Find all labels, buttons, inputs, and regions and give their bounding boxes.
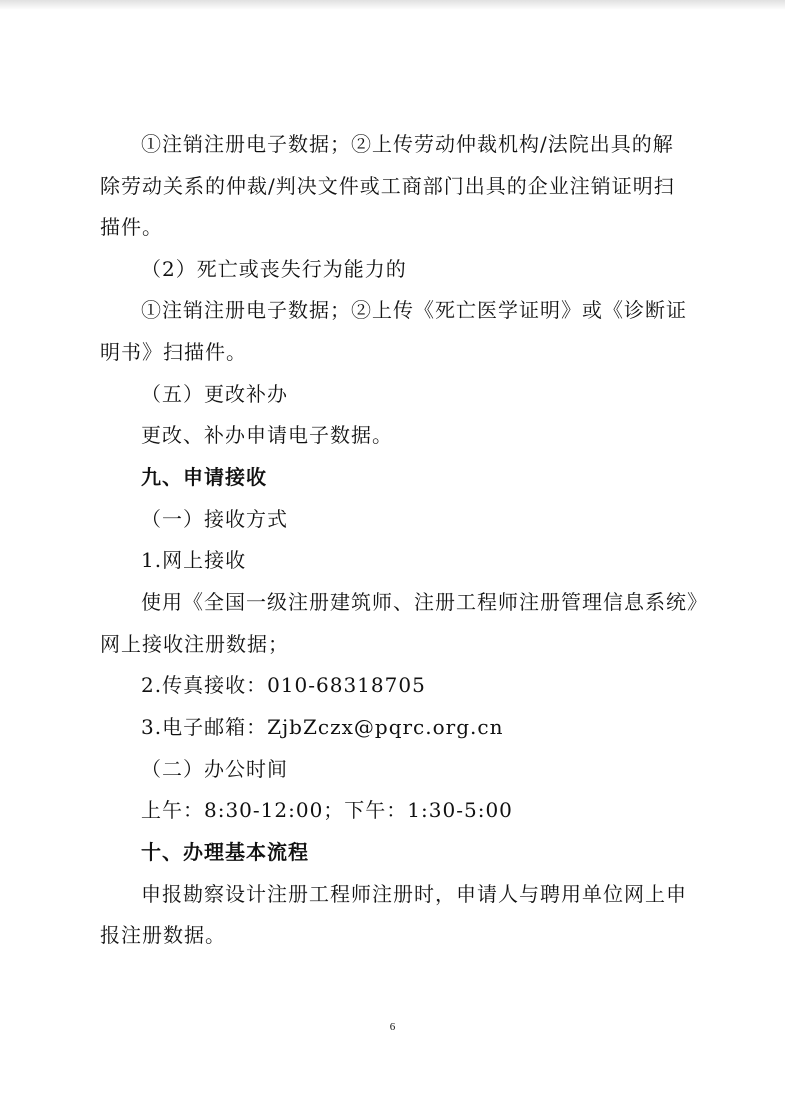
list-item: 3.电子邮箱：ZjbZczx@pqrc.org.cn [141,715,504,739]
page-number: 6 [389,1021,396,1033]
paragraph-line: 上午：8:30-12:00；下午：1:30-5:00 [141,798,513,822]
paragraph-line: 使用《全国一级注册建筑师、注册工程师注册管理信息系统》 [141,590,708,614]
paragraph-line: 更改、补办申请电子数据。 [141,423,393,447]
paragraph-line: 申报勘察设计注册工程师注册时，申请人与聘用单位网上申 [141,882,687,906]
subsection-heading: （二）办公时间 [141,757,288,781]
paragraph-line: 描件。 [100,215,163,239]
section-heading: 十、办理基本流程 [141,840,309,864]
section-heading: 九、申请接收 [141,465,267,489]
paragraph-line: 报注册数据。 [100,923,226,947]
list-item: 1.网上接收 [141,548,247,572]
subsection-heading: （五）更改补办 [141,382,288,406]
paragraph-line: 明书》扫描件。 [100,340,247,364]
subsection-heading: （一）接收方式 [141,507,288,531]
paragraph-line: ①注销注册电子数据；②上传劳动仲裁机构/法院出具的解 [141,132,674,156]
paragraph-line: （2）死亡或丧失行为能力的 [141,257,407,281]
paragraph-line: ①注销注册电子数据；②上传《死亡医学证明》或《诊断证 [141,298,687,322]
paragraph-line: 网上接收注册数据； [100,632,289,656]
list-item: 2.传真接收：010-68318705 [141,673,426,697]
paragraph-line: 除劳动关系的仲裁/判决文件或工商部门出具的企业注销证明扫 [100,174,675,198]
